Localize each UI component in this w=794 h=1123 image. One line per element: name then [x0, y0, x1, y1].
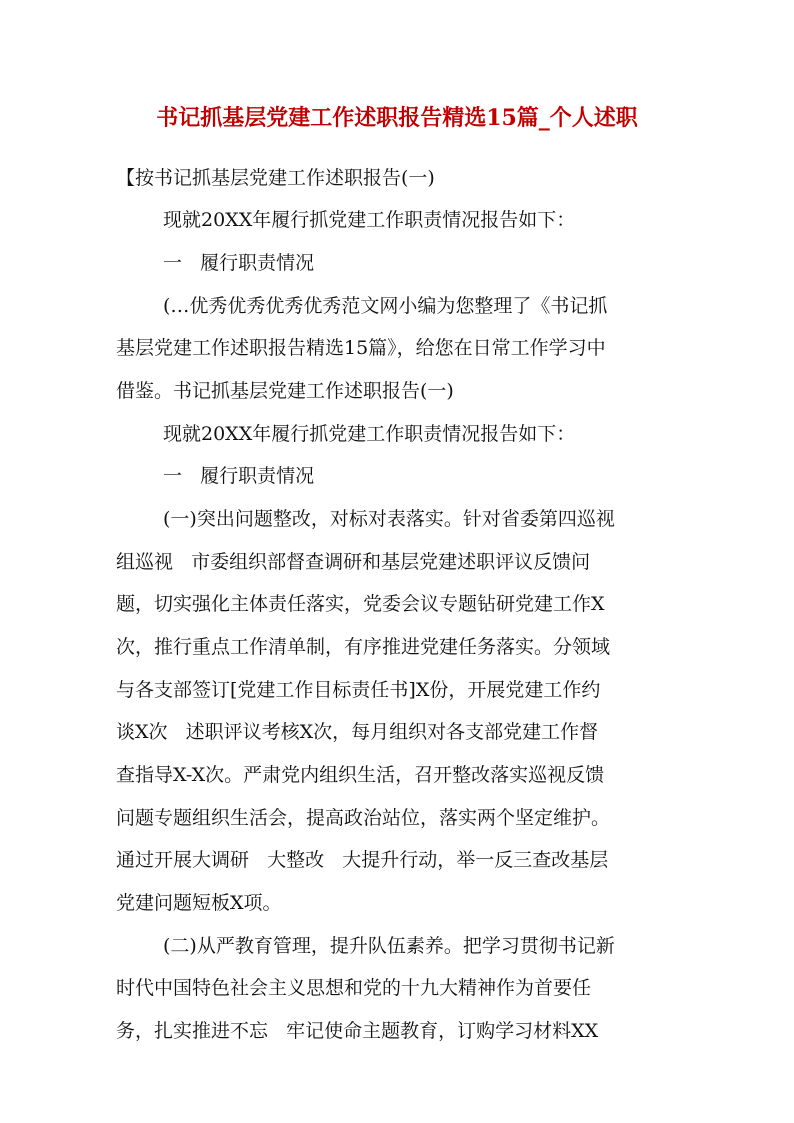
paragraph-line: 【按书记抓基层党建工作述职报告(一) [116, 167, 435, 189]
paragraph-line: 现就20XX年履行抓党建工作职责情况报告如下： [163, 423, 576, 445]
document-title: 书记抓基层党建工作述职报告精选15篇_个人述职 [156, 105, 638, 131]
paragraph-line: 党建问题短板X项。 [116, 892, 282, 914]
section-heading: 一 履行职责情况 [163, 252, 315, 274]
paragraph-line: 时代中国特色社会主义思想和党的十九大精神作为首要任 [116, 977, 592, 999]
paragraph-line: 通过开展大调研 大整改 大提升行动，举一反三查改基层 [116, 849, 609, 871]
paragraph-line: 务，扎实推进不忘 牢记使命主题教育，订购学习材料XX [116, 1020, 599, 1042]
paragraph-line: (二)从严教育管理，提升队伍素养。把学习贯彻书记新 [163, 935, 615, 957]
paragraph-line: (一)突出问题整改，对标对表落实。针对省委第四巡视 [163, 508, 615, 530]
paragraph-line: 查指导X-X次。严肃党内组织生活，召开整改落实巡视反馈 [116, 764, 605, 786]
paragraph-line: 基层党建工作述职报告精选15篇》，给您在日常工作学习中 [116, 337, 606, 359]
paragraph-line: 问题专题组织生活会，提高政治站位，落实两个坚定维护。 [116, 807, 611, 829]
paragraph-line: 借鉴。书记抓基层党建工作述职报告(一) [116, 380, 454, 402]
section-heading: 一 履行职责情况 [163, 465, 315, 487]
paragraph-line: 与各支部签订[党建工作目标责任书]X份，开展党建工作约 [116, 679, 601, 701]
paragraph-line: 现就20XX年履行抓党建工作职责情况报告如下： [163, 209, 576, 231]
paragraph-line: 次，推行重点工作清单制，有序推进党建任务落实。分领域 [116, 636, 611, 658]
paragraph-line: 谈X次 述职评议考核X次，每月组织对各支部党建工作督 [116, 721, 599, 743]
paragraph-line: (…优秀优秀优秀优秀范文网小编为您整理了《书记抓 [163, 295, 608, 317]
paragraph-line: 题，切实强化主体责任落实，党委会议专题钻研党建工作X [116, 593, 605, 615]
paragraph-line: 组巡视 市委组织部督查调研和基层党建述职评议反馈问 [116, 551, 591, 573]
